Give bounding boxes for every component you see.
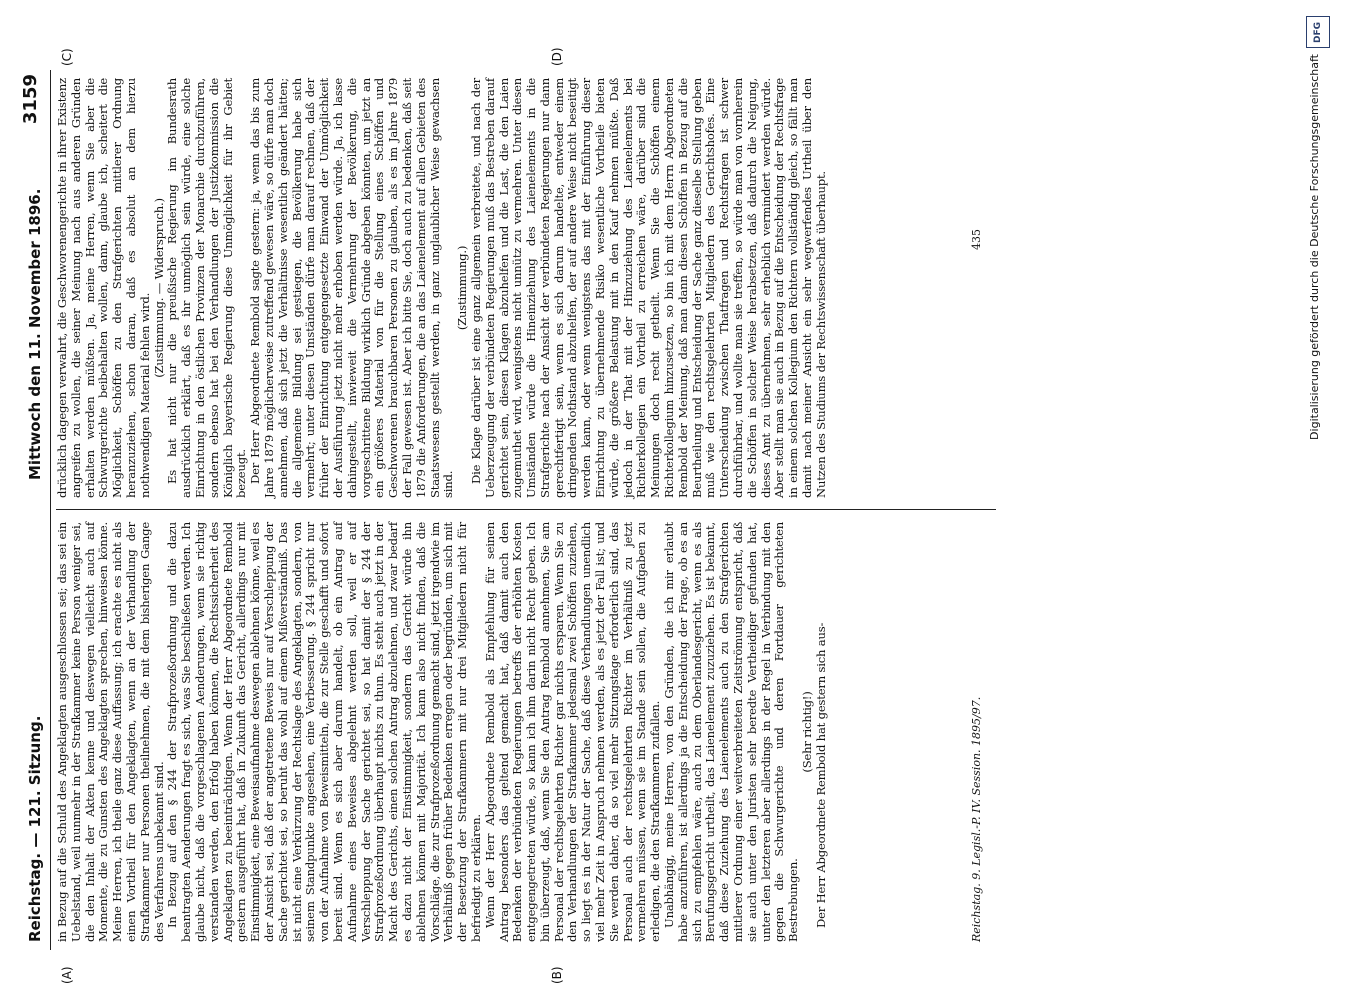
header-left: Reichstag. — 121. Sitzung.: [26, 715, 44, 942]
digitization-sidebar: [1296, 8, 1336, 988]
paragraph: drücklich dagegen verwahrt, die Geschworenengerichte in ihrer Existenz angreifen zu wollen, die seiner Meinung nach aus anderen Gründen erhalten werden müßten. Ja, meine Herren, wenn Sie aber die Schwurgerichte beibehalten wollen, dann, glaube ich, scheitert die Möglichkeit, Schöffen zu den Strafgerichten mittlerer Ordnung heranzuziehen, schon daran, daß es absolut an dem hierzu nothwendigen Material fehlen wird.: [55, 78, 152, 498]
footer-page-code: 435: [970, 229, 983, 250]
footer-left: Reichstag. 9. Legisl.-P. IV. Session. 1895/97.: [970, 696, 983, 942]
page-number: 3159: [20, 74, 41, 125]
header-rule: [50, 70, 51, 950]
margin-marker-d: (D): [550, 47, 564, 66]
interjection: (Zustimmung. — Widerspruch.): [151, 198, 166, 378]
paragraph: Der Herr Abgeordnete Rembold sagte gestern: ja, wenn das bis zum Jahre 1879 möglicherweise zutreffend gewesen wäre, so dürfe man doch annehmen, daß sich jetzt die Verhältnisse wesentlich geändert hätten; die allgemeine Bildung sei gestiegen, die Bevölkerung habe sich vermehrt; unter diesen Umständen dürfe man darauf rechnen, daß der früher der Einrichtung entgegengesetzte Einwand der Unmöglichkeit der Ausführung jetzt nicht mehr erhoben werden würde. Ja, ich lasse dahingestellt, inwieweit die Vermehrung der Bevölkerung, die vorgeschrittene Bildung wirklich Gründe abgeben könnten, um jetzt an ein größeres Material von für die Stellung eines Schöffen und Geschworenen brauchbaren Personen zu glauben, als es im Jahre 1879 der Fall gewesen ist. Aber ich bitte Sie, doch auch zu bedenken, daß seit 1879 die Anforderungen, die an das Laienelement auf allen Gebieten des Staatswesens gestellt werden, in ganz unglaublicher Weise gewachsen sind.: [248, 78, 456, 498]
margin-marker-c: (C): [60, 48, 74, 66]
scanned-page: [20, 47, 1020, 984]
rotated-page: [20, 47, 1020, 984]
column-right: [56, 78, 829, 498]
paragraph: in Bezug auf die Schuld des Angeklagten ausgeschlossen sei; das sei ein Uebelstand, weil nunmehr in der Strafkammer keine Person weniger sei, die den Inhalt der Akten kenne und deswegen vielleicht auch auf Momente, die zu Gunsten des Angeklagten sprechen, hinweisen könne. Meine Herren, ich theile ganz diese Auffassung; ich erachte es nicht als einen Vortheil für den Angeklagten, wenn an der Verhandlung der Strafkammer nur Personen theilnehmen, die mit dem bisherigen Gange des Verfahrens unbekannt sind.: [55, 522, 166, 942]
paragraph: Die Klage darüber ist eine ganz allgemein verbreitete, und nach der Ueberzeugung der verbündeten Regierungen muß das Bestreben darauf gerichtet sein, diesen Klagen abzuhelfen und die Last, die den Laien zugemuthet wird, wenigstens nicht unnütz zu vermehren. Unter diesen Umständen würde die Hineinziehung des Laienelements in die Strafgerichte nach der Ansicht der verbündeten Regierungen nur dann gerechtfertigt sein, wenn es sich darum handelte, entweder einem dringenden Nothstand abzuhelfen, der auf andere Weise nicht beseitigt werden kann, oder wenn wenigstens das mit der Einführung dieser Einrichtung zu übernehmende Risiko wesentliche Vortheile bieten würde, die größere Belastung mit in den Kauf nehmen müßte. Daß jedoch in der That mit der Hinzuziehung des Laienelements bei Richterkollegien ein Vortheil zu erreichen wäre, darüber sind die Meinungen doch recht getheilt. Wenn Sie die Schöffen einem Richterkollegium hinzusetzen, so bin ich mit dem Herrn Abgeordneten Rembold der Meinung, daß man dann diesen Schöffen in Bezug auf die Beurtheilung und Entscheidung der Sache ganz dieselbe Stellung geben muß wie den rechtsgelehrten Mitgliedern des Gerichtshofes. Eine Unterscheidung zwischen Thatfragen und Rechtsfragen ist schwer durchführbar, und wollte man sie treffen, so würde man von vornherein die Schöffen in solcher Weise herabsetzen, daß dadurch die Neigung, dieses Amt zu übernehmen, sehr erheblich vermindert werden würde. Aber stellt man sie auch in Bezug auf die Entscheidung der Rechtsfrage in einem solchen Kollegium den Richtern vollständig gleich, so fällt man damit nach meiner Ansicht ein sehr wegwerfendes Urtheil über den Nutzen des Studiums der Rechtswissenschaft überhaupt.: [468, 78, 828, 498]
paragraph: Es hat nicht nur die preußische Regierung im Bundesrath ausdrücklich erklärt, daß es ihr unmöglich sein würde, eine solche Einrichtung in den östlichen Provinzen der Monarchie durchzuführen, sondern ebenso hat bei den Verhandlungen der Justizkommission die Königlich bayerische Regierung diese Unmöglichkeit für ihr Gebiet bezeugt.: [165, 78, 249, 498]
paragraph: Der Herr Abgeordnete Rembold hat gestern sich aus-: [813, 622, 828, 928]
margin-marker-b: (B): [550, 966, 564, 984]
paragraph: Wenn der Herr Abgeordnete Rembold als Empfehlung für seinen Antrag besonders das geltend gemacht hat, daß damit auch den Bedenken der verbündeten Regierungen betreffs der erhöhten Kosten entgegengetreten würde, so kann ich ihm darin nicht Recht geben. Ich bin überzeugt, daß, wenn Sie den Antrag Rembold annehmen, Sie am Personal der rechtsgelehrten Richter gar nichts ersparen. Wenn Sie zu den Verhandlungen der Strafkammer jedesmal zwei Schöffen zuziehen, so liegt es in der Natur der Sache, daß diese Verhandlungen unendlich viel mehr Zeit in Anspruch nehmen werden, als es jetzt der Fall ist; und Sie werden daher, da so viel mehr Sitzungstage erforderlich sind, das Personal auch der rechtsgelehrten Richter im Verhältniß zu jetzt vermehren müssen, wenn sie im Stande sein sollen, die Aufgaben zu erledigen, die den Strafkammern zufallen.: [482, 522, 663, 942]
interjection: (Zustimmung.): [455, 245, 470, 331]
header-date: Mittwoch den 11. November 1896.: [26, 188, 44, 480]
paragraph: Unabhängig, meine Herren, von den Gründen, die ich mir erlaubt habe anzuführen, ist allerdings ja die Entscheidung der Frage, ob es an sich zu empfehlen wäre, auch zu dem Oberlandesgericht, wenn es als Berufungsgericht urtheilt, das Laienelement zuzuziehen. Es ist bekannt, daß diese Zuziehung des Laienelements auch zu den Strafgerichten mittlerer Ordnung einer weitverbreiteten Zeitströmung entspricht, daß sie auch unter den Juristen sehr beredte Vertheidiger gefunden hat, unter den letzteren aber allerdings in der Regel in Verbindung mit den gegen die Schwurgerichte und deren Fortdauer gerichteten Bestrebungen.: [662, 522, 801, 942]
paragraph: In Bezug auf den § 244 der Strafprozeßordnung und die dazu beantragten Aenderungen fragt es sich, was Sie beschließen werden. Ich glaube nicht, daß die vorgeschlagenen Aenderungen, wenn sie richtig verstanden werden, den Erfolg haben können, die Rechtssicherheit des Angeklagten zu beeinträchtigen. Wenn der Herr Abgeordnete Rembold gestern ausgeführt hat, daß in Zukunft das Gericht, allerdings nur mit Einstimmigkeit, eine Beweisaufnahme deswegen ablehnen könne, weil es der Ansicht sei, daß der angetretene Beweis nur auf Verschleppung der Sache gerichtet sei, so beruht das wohl auf einem Mißverständniß. Das ist nicht eine Verkürzung der Rechtslage des Angeklagten, sondern, von seinem Standpunkte angesehen, eine Verbesserung. § 244 spricht nur von der Aufnahme von Beweismitteln, die zur Stelle geschafft und sofort bereit sind. Wenn es sich aber darum handelt, ob ein Antrag auf Aufnahme eines Beweises abgelehnt werden soll, weil er auf Verschleppung der Sache gerichtet sei, so hat damit der § 244 der Strafprozeßordnung überhaupt nichts zu thun. Es steht auch jetzt in der Macht des Gerichts, einen solchen Antrag abzulehnen, und zwar bedarf es dazu nicht der Einstimmigkeit, sondern das Gericht würde ihn ablehnen können mit Majorität. Ich kann also nicht finden, daß die Vorschläge, die zur Strafprozeßordnung gemacht sind, jetzt irgendwie im Verhältniß gegen früher Bedenken erregen oder begründen, um sich mit der Besetzung der Strafkammern mit nur drei Mitgliedern nicht für befriedigt zu erklären.: [165, 522, 483, 942]
dfg-logo-icon: DFG: [1306, 16, 1330, 48]
margin-marker-a: (A): [60, 966, 74, 984]
page-header: [20, 70, 50, 950]
column-left: [56, 522, 829, 942]
interjection: (Sehr richtig!): [800, 691, 815, 773]
funding-note: Digitalisierung gefördert durch die Deutsche Forschungsgemeinschaft: [1308, 54, 1321, 440]
column-divider: [56, 509, 996, 510]
